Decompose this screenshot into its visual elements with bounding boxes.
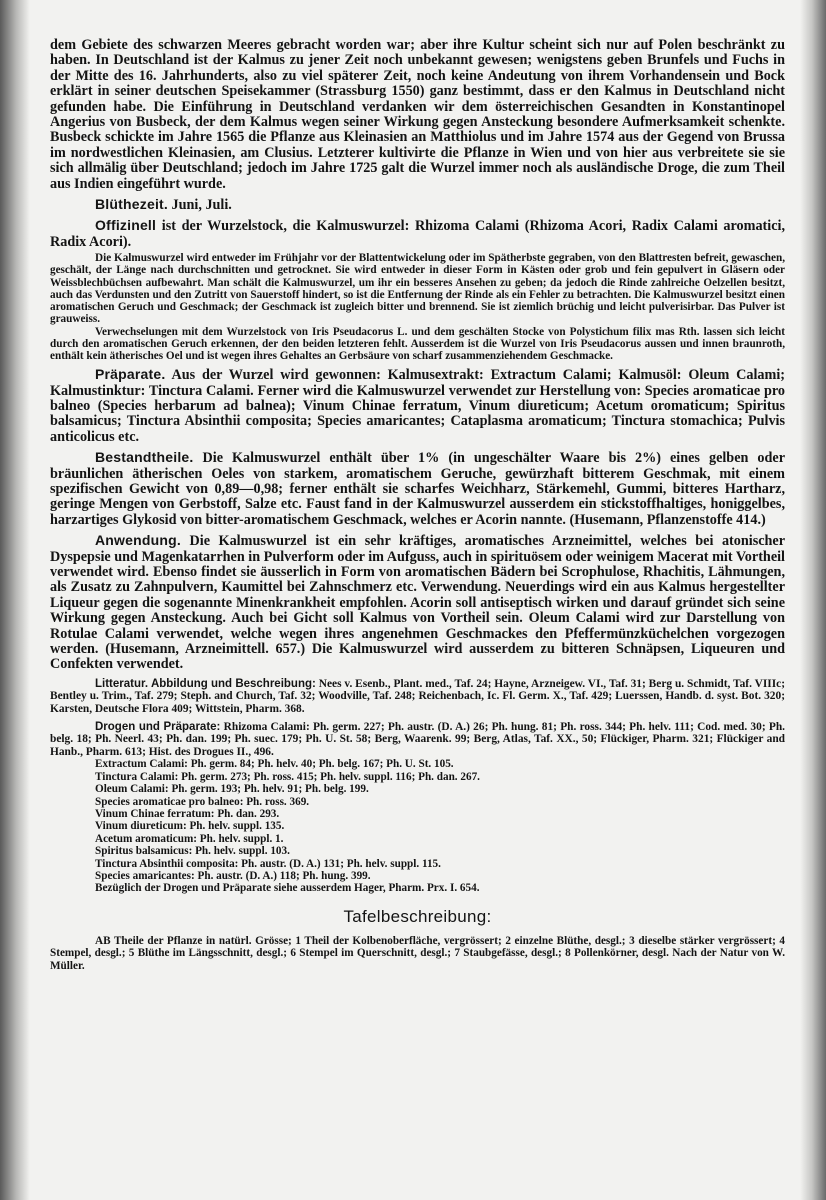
drogen-line: Spiritus balsamicus: Ph. helv. suppl. 103.	[95, 845, 290, 858]
tafel-description: AB Theile der Pflanze in natürl. Grösse; 1 Theil der Kolbenoberfläche, vergrössert; 2 einzelne Blüthe, desgl.; 3 dieselbe stärker vergrössert; 4 Stempel, desgl.; 5 Blüthe im Längsschnitt, desgl.; 6 Stempel im Querschnitt, desgl.; 7 Staubgefässe, desgl.; 8 Pollenkörner, desgl. Nach der Natur von W. Müller.	[50, 934, 785, 972]
drogen-list	[50, 758, 785, 894]
page-binding-shadow	[0, 0, 30, 1200]
page-body	[50, 38, 785, 972]
section-praeparate	[50, 367, 785, 445]
section-drogen	[50, 721, 785, 759]
drogen-line: Vinum diureticum: Ph. helv. suppl. 135.	[95, 820, 285, 833]
tafel-heading: Tafelbeschreibung:	[343, 906, 492, 926]
offizinell-detail-2: Verwechselungen mit dem Wurzelstock von Iris Pseudacorus L. und dem geschälten Stocke von Polystichum filix mas Rth. lassen sich leicht durch den aromatischen Geruch erkennen, der den beiden letzteren fehlt. Ausserdem ist die Wurzel von Iris Pseudacorus aussen und innen braunroth, enthält kein ätherisches Oel und ist wegen ihres Gehaltes an Gerbsäure von scharf zusammenziehendem Geschmacke.	[50, 325, 785, 362]
section-heading: Drogen und Präparate:	[95, 720, 221, 733]
section-subheading: Abbildung und Beschreibung:	[150, 677, 316, 690]
section-offizinell	[50, 218, 785, 250]
section-anwendung	[50, 533, 785, 673]
drogen-line: Tinctura Calami: Ph. germ. 273; Ph. ross. 415; Ph. helv. suppl. 116; Ph. dan. 267.	[95, 770, 480, 783]
section-text: Rhizoma Calami: Ph. germ. 227; Ph. austr. (D. A.) 26; Ph. hung. 81; Ph. ross. 344; Ph. helv. 111; Cod. med. 30; Ph. belg. 18; Ph. Neerl. 43; Ph. dan. 199; Ph. suec. 179; Ph. U. St. 58; Berg, Waarenk. 99; Berg, Atlas, Taf. XX., 50; Flückiger, Pharm. 321; Flückiger and Hanb., Pharm. 613; Hist. des Drogues II., 496.	[50, 720, 785, 758]
section-litteratur	[50, 678, 785, 716]
section-heading: Anwendung.	[95, 532, 181, 549]
drogen-line: Species aromaticae pro balneo: Ph. ross. 369.	[95, 795, 310, 808]
drogen-line: Vinum Chinae ferratum: Ph. dan. 293.	[95, 808, 280, 821]
intro-paragraph: dem Gebiete des schwarzen Meeres gebracht worden war; aber ihre Kultur scheint sich nur auf Polen beschränkt zu haben. In Deutschland ist der Kalmus zu jener Zeit noch unbekannt gewesen; wenigstens geben Brunfels und Fuchs in der Mitte des 16. Jahrhunderts, also zu viel späterer Zeit, noch keine Andeutung von ihrem Vorhandensein und Bock erklärt in seiner deutschen Speisekammer (Strassburg 1550) ganz bestimmt, dass er den Kalmus in Deutschland nicht gefunden habe. Die Einführung in Deutschland verdanken wir dem österreichischen Gesandten in Konstantinopel Angerius von Busbeck, der dem Kalmus wegen seiner Wirkung gegen Ansteckung besondere Aufmerksamkeit schenkte. Busbeck schickte im Jahre 1565 die Pflanze aus Kleinasien an Matthiolus und im Jahre 1574 aus der Gegend von Brussa im nordwestlichen Kleinasien, am Clusius. Letzterer kultivirte die Pflanze in Wien und von hier aus verbreitete sie sie sich allmälig über Deutschland; jedoch im Jahre 1725 galt die Wurzel immer noch als ausländische Droge, die zum Theil aus Indien eingeführt wurde.	[50, 37, 785, 192]
section-text: Die Kalmuswurzel enthält über 1% (in ungeschälter Waare bis 2%) eines gelben oder bräunlichen ätherischen Oeles von starkem, aromatischem Geruche, gewürzhaft bitterem Geschmak, mit einem spezifischen Gewicht von 0,89—0,98; ferner enthält sie scharfes Weichharz, Stärkemehl, Gummi, bitteres Hartharz, geringe Mengen von Gerbstoff, Salze etc. Faust fand in der Kalmuswurzel ausserdem ein stickstoffhaltiges, honiggelbes, harzartiges Glykosid von bitter-aromatischem Geschmack, welches er Acorin nannte. (Husemann, Pflanzenstoffe 414.)	[50, 450, 785, 528]
offizinell-detail-1: Die Kalmuswurzel wird entweder im Frühjahr vor der Blattentwickelung oder im Spätherbste gegraben, von den Blattresten befreit, gewaschen, geschält, der Länge nach durchschnitten und getrocknet. Sie wird entweder in dieser Form in Kästen oder grob und fein gepulvert in Gläsern oder Weissblechbüchsen aufbewahrt. Man schält die Kalmuswurzel, um ihr ein besseres Ansehen zu geben; da jedoch die Rinde zahlreiche Oelzellen besitzt, auch das Verdunsten und den Zutritt von Sauerstoff hindert, so ist die Entfernung der Rinde als ein Fehler zu betrachten. Die Kalmuswurzel besitzt einen aromatischen Geruch und Geschmack; der Geschmack ist zugleich bitter und brennend. Sie ist ziemlich brüchig und leicht pulverisirbar. Das Pulver ist grauweiss.	[50, 252, 785, 326]
drogen-line: Acetum aromaticum: Ph. helv. suppl. 1.	[95, 832, 284, 845]
section-text: Aus der Wurzel wird gewonnen: Kalmusextrakt: Extractum Calami; Kalmusöl: Oleum Calami; Kalmustinktur: Tinctura Calami. Ferner wird die Kalmuswurzel verwendet zur Herstellung von: Species aromaticae pro balneo (Species herbarum ad balnea); Vinum Chinae ferratum, Vinum diureticum; Acetum oromaticum; Spiritus balsamicus; Tinctura Absinthii composita; Species amaricantes; Cataplasma aromaticum; Tinctura stomachica; Pulvis anticolicus etc.	[50, 367, 785, 445]
page-edge-shadow	[800, 0, 826, 1200]
drogen-line: Oleum Calami: Ph. germ. 193; Ph. helv. 91; Ph. belg. 199.	[95, 783, 369, 796]
section-text: Juni, Juli.	[167, 197, 232, 214]
section-text: Die Kalmuswurzel ist ein sehr kräftiges, aromatisches Arzneimittel, welches bei atonischer Dyspepsie und Magenkatarrhen in Pulverform oder im Aufguss, auch in spirituösem oder weinigem Macerat mit Vortheil verwendet wird. Ebenso findet sie äusserlich in Form von aromatischen Bädern bei Scrophulose, Rhachitis, Lähmungen, als Zusatz zu Zahnpulvern, Kaumittel bei Zahnschmerz etc. Verwendung. Neuerdings wird ein aus Kalmus hergestellter Liqueur gegen die sogenannte Minenkrankheit empfohlen. Acorin soll antiseptisch wirken und darauf gründet sich seine Wirkung gegen Ansteckung. Auch bei Gicht soll Kalmus von Vortheil sein. Oleum Calami wird zur Darstellung von Rotulae Calami verwendet, welche wegen ihres angenehmen Geschmackes den Pfeffermünzküchelchen vorgezogen werden. (Husemann, Arzneimittell. 657.) Die Kalmuswurzel wird ausserdem zu bitteren Schnäpsen, Liqueuren und Confekten verwendet.	[50, 533, 785, 673]
drogen-line: Bezüglich der Drogen und Präparate siehe ausserdem Hager, Pharm. Prx. I. 654.	[95, 882, 480, 895]
section-heading: Offizinell	[95, 217, 157, 234]
section-heading: Litteratur.	[95, 677, 149, 690]
section-heading: Bestandtheile.	[95, 449, 194, 466]
drogen-line: Extractum Calami: Ph. germ. 84; Ph. helv. 40; Ph. belg. 167; Ph. U. St. 105.	[95, 758, 454, 771]
section-text: ist der Wurzelstock, die Kalmuswurzel: Rhizoma Calami (Rhizoma Acori, Radix Calami aromatici, Radix Acori).	[50, 218, 785, 250]
section-heading: Präparate.	[95, 366, 166, 383]
section-bluethezeit	[50, 197, 785, 213]
section-heading: Blüthezeit.	[95, 196, 168, 213]
section-bestandtheile	[50, 450, 785, 528]
drogen-line: Tinctura Absinthii composita: Ph. austr. (D. A.) 131; Ph. helv. suppl. 115.	[95, 857, 441, 870]
section-text: Nees v. Esenb., Plant. med., Taf. 24; Hayne, Arzneigew. VI., Taf. 31; Berg u. Schmidt, Taf. VIIIc; Bentley u. Trim., Taf. 279; Steph. and Church, Taf. 32; Woodville, Taf. 248; Reichenbach, Ic. Fl. Germ. X., Taf. 429; Luerssen, Handb. d. syst. Bot. 320; Karsten, Deutsche Flora 409; Wittstein, Pharm. 368.	[50, 677, 785, 716]
drogen-line: Species amaricantes: Ph. austr. (D. A.) 118; Ph. hung. 399.	[95, 870, 371, 883]
